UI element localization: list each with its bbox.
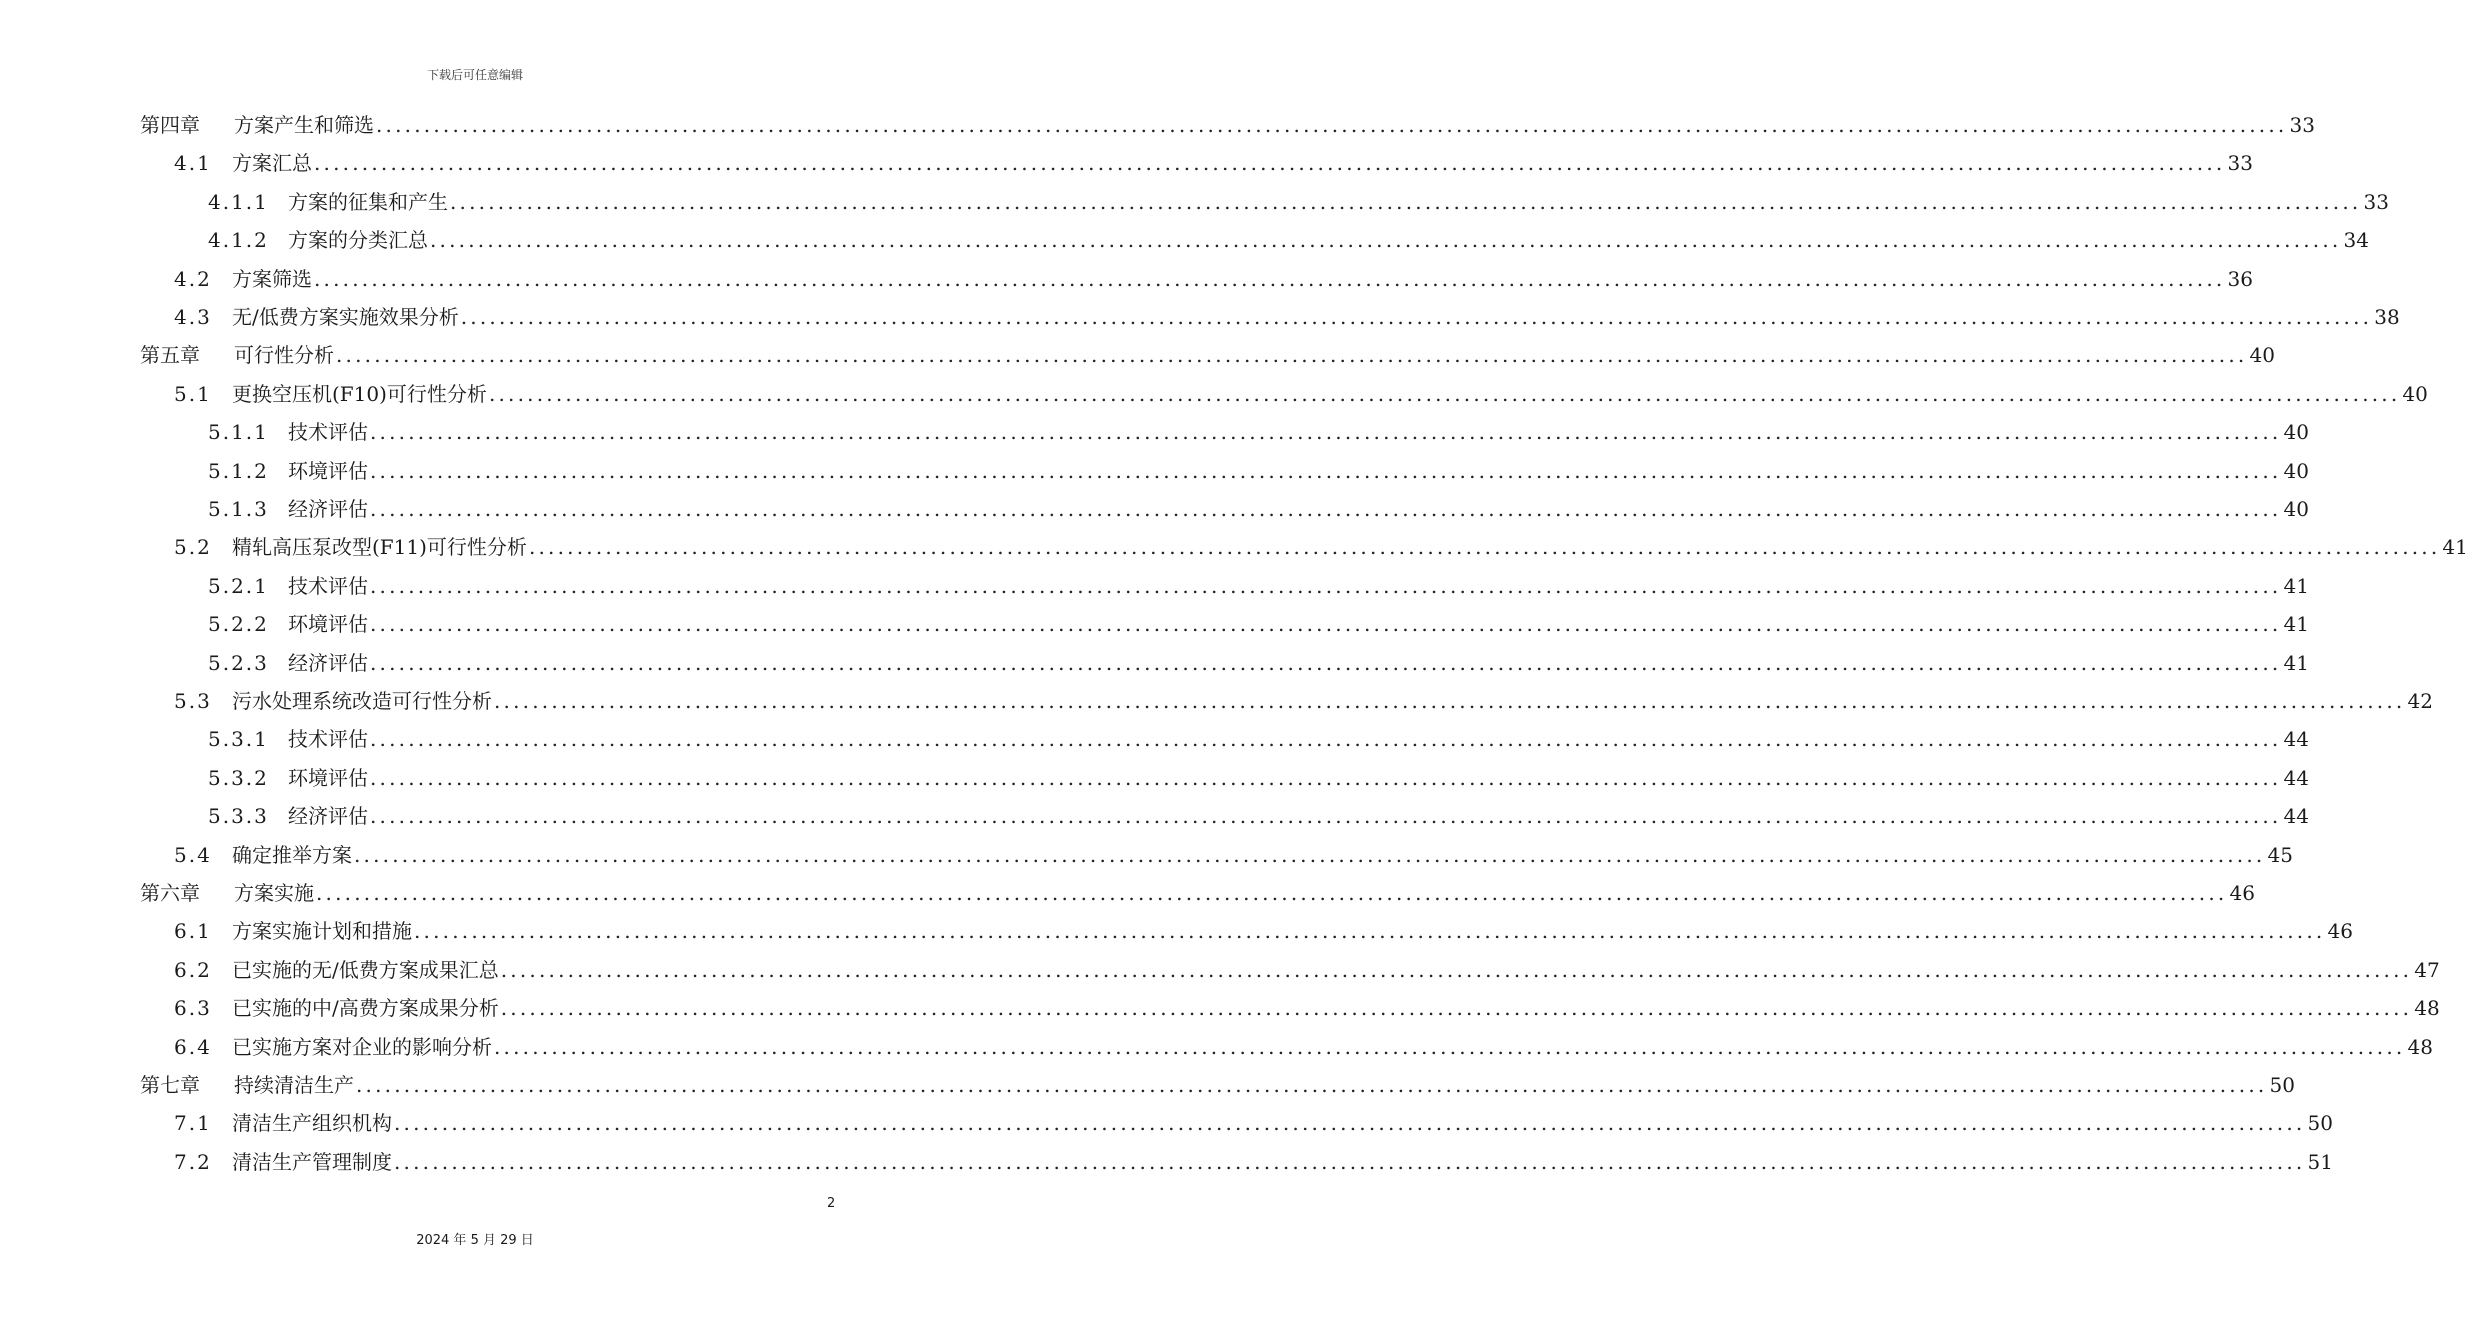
toc-entry-number: 7.2 <box>174 1149 212 1174</box>
toc-entry-title: 环境评估 <box>288 458 368 483</box>
toc-entry-page: 40 <box>2283 420 2309 445</box>
toc-entry-number: 第四章 <box>140 113 200 137</box>
toc-entry-title: 污水处理系统改造可行性分析 <box>232 689 492 713</box>
toc-entry[interactable] <box>208 759 2309 797</box>
toc-entry-page: 50 <box>2307 1111 2333 1136</box>
toc-entry-page: 36 <box>2227 266 2253 291</box>
toc-entry-page: 40 <box>2283 458 2309 483</box>
toc-entry[interactable] <box>174 298 2400 336</box>
toc-entry[interactable] <box>208 644 2309 682</box>
toc-entry-number: 5.3.2 <box>208 765 269 790</box>
toc-entry-number: 5.2.2 <box>208 612 269 637</box>
toc-entry-number: 5.3.3 <box>208 804 269 829</box>
toc-dot-leader: ........................................................................................................................................................................................................ <box>494 689 2406 713</box>
toc-entry[interactable] <box>208 567 2309 605</box>
toc-entry-title: 清洁生产组织机构 <box>232 1111 392 1136</box>
toc-entry-title: 环境评估 <box>288 612 368 637</box>
toc-entry-page: 44 <box>2283 727 2309 752</box>
toc-entry[interactable] <box>174 951 2440 989</box>
toc-entry-number: 5.3 <box>174 689 212 713</box>
toc-entry-title: 已实施方案对企业的影响分析 <box>232 1034 492 1059</box>
toc-entry-page: 47 <box>2414 957 2440 982</box>
toc-entry-page: 40 <box>2402 381 2428 406</box>
toc-entry-page: 51 <box>2307 1149 2333 1174</box>
toc-entry[interactable] <box>140 1066 2295 1104</box>
toc-dot-leader: ........................................................................................................................................................................................................ <box>370 420 2282 445</box>
page-header: 下载后可任意编辑 <box>426 68 523 82</box>
toc-entry[interactable] <box>174 989 2440 1027</box>
toc-entry[interactable] <box>208 605 2309 643</box>
toc-entry-title: 可行性分析 <box>234 343 334 368</box>
toc-entry-title: 经济评估 <box>288 650 368 675</box>
toc-entry-number: 4.1 <box>174 151 212 176</box>
toc-dot-leader: ........................................................................................................................................................................................................ <box>494 1034 2406 1059</box>
toc-entry[interactable] <box>208 413 2309 451</box>
toc-entry-title: 方案汇总 <box>232 151 312 176</box>
toc-entry-number: 5.2 <box>174 535 212 560</box>
toc-entry[interactable] <box>208 452 2309 490</box>
toc-entry-page: 46 <box>2327 919 2353 944</box>
toc-entry[interactable] <box>174 375 2428 413</box>
toc-dot-leader: ........................................................................................................................................................................................................ <box>314 266 2226 291</box>
toc-entry-title: 已实施的中/高费方案成果分析 <box>232 996 499 1021</box>
toc-entry-page: 42 <box>2407 689 2433 713</box>
toc-entry-number: 4.2 <box>174 266 212 291</box>
toc-entry[interactable] <box>174 1143 2333 1181</box>
toc-entry-number: 6.3 <box>174 996 212 1021</box>
toc-dot-leader: ........................................................................................................................................................................................................ <box>394 1149 2306 1174</box>
toc-dot-leader: ........................................................................................................................................................................................................ <box>460 305 2373 329</box>
toc-entry-number: 5.1.2 <box>208 458 269 483</box>
toc-entry[interactable] <box>140 106 2315 144</box>
toc-entry-page: 44 <box>2283 804 2309 829</box>
toc-dot-leader: ........................................................................................................................................................................................................ <box>370 573 2282 598</box>
toc-entry-title: 技术评估 <box>288 573 368 598</box>
toc-dot-leader: ........................................................................................................................................................................................................ <box>354 842 2266 867</box>
toc-dot-leader: ........................................................................................................................................................................................................ <box>314 151 2226 176</box>
toc-entry-number: 6.1 <box>174 919 212 944</box>
toc-entry-page: 38 <box>2374 305 2400 329</box>
toc-entry-page: 48 <box>2414 996 2440 1021</box>
toc-dot-leader: ........................................................................................................................................................................................................ <box>488 381 2401 406</box>
toc-entry[interactable] <box>140 336 2275 374</box>
toc-entry-number: 5.1.1 <box>208 420 269 445</box>
toc-dot-leader: ........................................................................................................................................................................................................ <box>394 1111 2306 1136</box>
toc-entry-number: 5.1 <box>174 381 212 406</box>
toc-entry-page: 41 <box>2283 573 2309 598</box>
toc-entry-title: 方案的征集和产生 <box>288 189 448 214</box>
toc-entry-title: 环境评估 <box>288 765 368 790</box>
toc-entry-number: 5.1.3 <box>208 497 269 521</box>
toc-entry-title: 已实施的无/低费方案成果汇总 <box>232 957 499 982</box>
toc-dot-leader: ........................................................................................................................................................................................................ <box>316 881 2228 905</box>
toc-entry-number: 4.3 <box>174 305 212 329</box>
toc-entry-page: 41 <box>2283 612 2309 637</box>
toc-dot-leader: ........................................................................................................................................................................................................ <box>430 228 2342 253</box>
toc-dot-leader: ........................................................................................................................................................................................................ <box>356 1073 2268 1097</box>
toc-entry-page: 46 <box>2229 881 2255 905</box>
toc-entry-title: 经济评估 <box>288 804 368 829</box>
toc-entry-number: 5.3.1 <box>208 727 269 752</box>
toc-entry-title: 方案产生和筛选 <box>234 113 374 137</box>
toc-dot-leader: ........................................................................................................................................................................................................ <box>370 497 2282 521</box>
toc-entry-title: 技术评估 <box>288 727 368 752</box>
toc-entry-title: 清洁生产管理制度 <box>232 1149 392 1174</box>
toc-entry-number: 7.1 <box>174 1111 212 1136</box>
toc-entry[interactable] <box>208 797 2309 835</box>
toc-entry[interactable] <box>174 912 2353 950</box>
toc-entry-number: 第六章 <box>140 881 200 905</box>
toc-entry-page: 33 <box>2289 113 2315 137</box>
toc-entry-number: 4.1.1 <box>208 189 269 214</box>
toc-entry[interactable] <box>208 183 2389 221</box>
toc-entry-number: 5.4 <box>174 842 212 867</box>
toc-entry-title: 方案筛选 <box>232 266 312 291</box>
toc-dot-leader: ........................................................................................................................................................................................................ <box>370 765 2282 790</box>
toc-entry-title: 更换空压机(F10)可行性分析 <box>232 381 487 406</box>
toc-dot-leader: ........................................................................................................................................................................................................ <box>450 189 2362 214</box>
toc-entry-title: 方案的分类汇总 <box>288 228 428 253</box>
toc-entry[interactable] <box>174 1104 2333 1142</box>
toc-entry-number: 6.2 <box>174 957 212 982</box>
toc-dot-leader: ........................................................................................................................................................................................................ <box>370 727 2282 752</box>
toc-entry-title: 精轧高压泵改型(F11)可行性分析 <box>232 535 527 560</box>
toc-entry[interactable] <box>140 874 2255 912</box>
toc-entry[interactable] <box>174 144 2253 182</box>
toc-entry[interactable] <box>208 490 2309 528</box>
toc-entry-page: 33 <box>2227 151 2253 176</box>
toc-entry-number: 5.2.3 <box>208 650 269 675</box>
toc-entry-page: 40 <box>2283 497 2309 521</box>
toc-entry[interactable] <box>208 720 2309 758</box>
toc-entry-number: 第七章 <box>140 1073 200 1097</box>
toc-entry-page: 40 <box>2249 343 2275 368</box>
toc-entry-number: 第五章 <box>140 343 200 368</box>
toc-entry-title: 经济评估 <box>288 497 368 521</box>
toc-entry[interactable] <box>174 682 2433 720</box>
page-number: 2 <box>827 1196 836 1211</box>
toc-dot-leader: ........................................................................................................................................................................................................ <box>336 343 2248 368</box>
toc-dot-leader: ........................................................................................................................................................................................................ <box>528 535 2441 560</box>
toc-entry-title: 技术评估 <box>288 420 368 445</box>
toc-entry[interactable] <box>208 221 2369 259</box>
toc-dot-leader: ........................................................................................................................................................................................................ <box>370 458 2282 483</box>
toc-dot-leader: ........................................................................................................................................................................................................ <box>500 996 2413 1021</box>
toc-entry-number: 6.4 <box>174 1034 212 1059</box>
toc-entry-title: 方案实施 <box>234 881 314 905</box>
toc-entry[interactable] <box>174 528 2468 566</box>
toc-dot-leader: ........................................................................................................................................................................................................ <box>370 612 2282 637</box>
toc-dot-leader: ........................................................................................................................................................................................................ <box>376 113 2288 137</box>
toc-dot-leader: ........................................................................................................................................................................................................ <box>500 957 2413 982</box>
toc-dot-leader: ........................................................................................................................................................................................................ <box>370 650 2282 675</box>
toc-entry-page: 50 <box>2269 1073 2295 1097</box>
toc-entry-page: 44 <box>2283 765 2309 790</box>
toc-entry-number: 4.1.2 <box>208 228 269 253</box>
toc-dot-leader: ........................................................................................................................................................................................................ <box>414 919 2326 944</box>
toc-entry-title: 确定推举方案 <box>232 842 352 867</box>
toc-entry-page: 45 <box>2267 842 2293 867</box>
toc-entry-page: 33 <box>2363 189 2389 214</box>
toc-entry[interactable] <box>174 260 2253 298</box>
toc-entry-title: 方案实施计划和措施 <box>232 919 412 944</box>
toc-entry-title: 持续清洁生产 <box>234 1073 354 1097</box>
toc-entry[interactable] <box>174 1028 2433 1066</box>
toc-entry-number: 5.2.1 <box>208 573 269 598</box>
toc-dot-leader: ........................................................................................................................................................................................................ <box>370 804 2282 829</box>
page-footer-date: 2024 年 5 月 29 日 <box>416 1233 534 1248</box>
toc-entry-page: 41 <box>2442 535 2468 560</box>
toc-entry-page: 34 <box>2343 228 2369 253</box>
toc-entry-page: 41 <box>2283 650 2309 675</box>
toc-entry[interactable] <box>174 836 2293 874</box>
toc-entry-page: 48 <box>2407 1034 2433 1059</box>
toc-entry-title: 无/低费方案实施效果分析 <box>232 305 459 329</box>
